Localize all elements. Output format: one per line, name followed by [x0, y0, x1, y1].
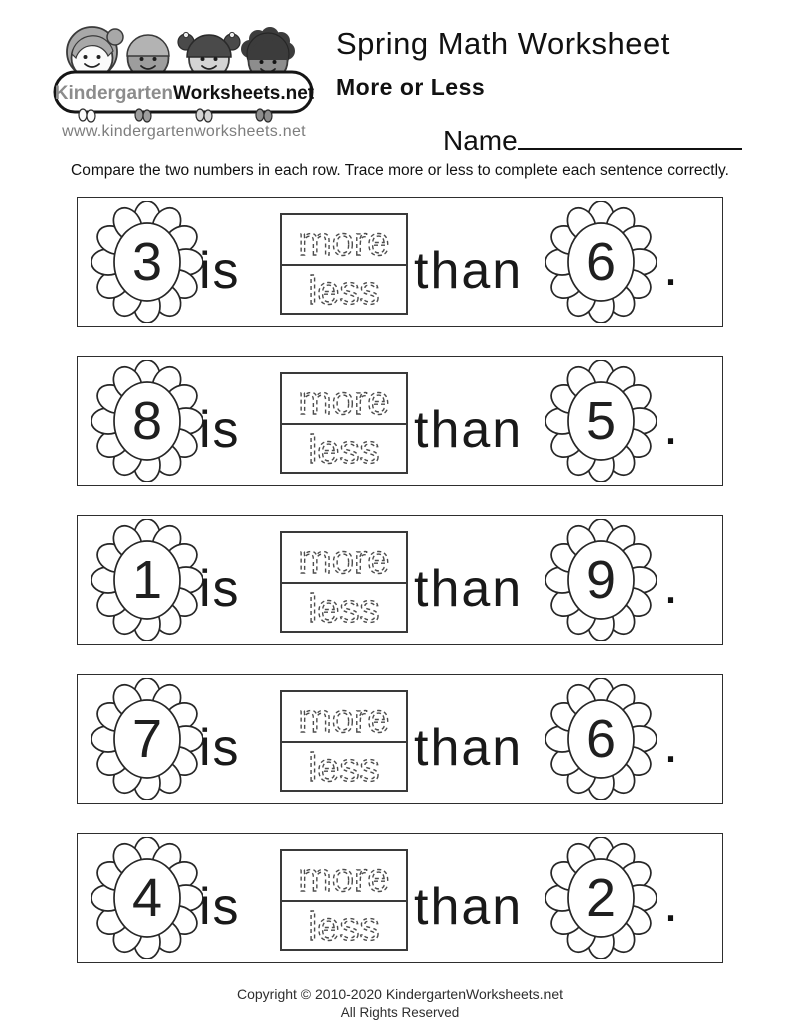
trace-more-cell[interactable]	[282, 533, 406, 582]
left-number: 3	[131, 232, 163, 292]
flower-left	[91, 837, 203, 959]
is-label: is	[199, 560, 241, 618]
page-title: Spring Math Worksheet	[336, 26, 670, 61]
trace-word-less: less	[308, 905, 380, 949]
period-label: .	[663, 714, 679, 774]
trace-word-more: more	[298, 379, 390, 421]
trace-word-more: more	[298, 538, 390, 580]
name-row	[443, 120, 742, 157]
right-number: 5	[585, 391, 617, 451]
right-number: 6	[585, 232, 617, 292]
comparison-row	[77, 674, 723, 804]
trace-word-more: more	[298, 220, 390, 262]
brand-kindergarten: Kindergarten	[54, 83, 173, 104]
trace-more-cell[interactable]	[282, 215, 406, 264]
brand-worksheets-net: Worksheets.net	[173, 83, 315, 104]
right-number: 2	[585, 868, 617, 928]
is-label: is	[199, 401, 241, 459]
flower-right	[545, 837, 657, 959]
flower-right	[545, 201, 657, 323]
flower-left	[91, 678, 203, 800]
left-number: 8	[131, 391, 163, 451]
left-number: 7	[131, 709, 163, 769]
than-label: than	[414, 560, 524, 618]
trace-less-cell[interactable]	[282, 423, 406, 474]
than-label: than	[414, 401, 524, 459]
trace-less-cell[interactable]	[282, 264, 406, 315]
name-label: Name	[443, 125, 518, 156]
period-label: .	[663, 396, 679, 456]
instructions-text: Compare the two numbers in each row. Trace more or less to complete each sentence correctly.	[71, 162, 729, 179]
comparison-row	[77, 356, 723, 486]
than-label: than	[414, 719, 524, 777]
flower-left	[91, 360, 203, 482]
flower-left	[91, 201, 203, 323]
left-number: 1	[131, 550, 163, 610]
trace-word-less: less	[308, 269, 380, 313]
trace-more-cell[interactable]	[282, 692, 406, 741]
than-label: than	[414, 878, 524, 936]
right-number: 9	[585, 550, 617, 610]
period-label: .	[663, 555, 679, 615]
trace-word-more: more	[298, 697, 390, 739]
trace-word-less: less	[308, 587, 380, 631]
trace-word-less: less	[308, 746, 380, 790]
is-label: is	[199, 242, 241, 300]
trace-box	[280, 372, 408, 474]
footer	[0, 986, 800, 1020]
trace-box	[280, 531, 408, 633]
is-label: is	[199, 878, 241, 936]
website-url: www.kindergartenworksheets.net	[62, 123, 306, 140]
period-label: .	[663, 237, 679, 297]
comparison-row	[77, 833, 723, 963]
trace-box	[280, 690, 408, 792]
page-subtitle: More or Less	[336, 74, 486, 100]
comparison-row	[77, 515, 723, 645]
flower-right	[545, 360, 657, 482]
trace-less-cell[interactable]	[282, 741, 406, 792]
trace-box	[280, 849, 408, 951]
trace-box	[280, 213, 408, 315]
rows-container	[77, 197, 723, 992]
trace-word-more: more	[298, 856, 390, 898]
right-number: 6	[585, 709, 617, 769]
trace-less-cell[interactable]	[282, 900, 406, 951]
flower-right	[545, 678, 657, 800]
flower-right	[545, 519, 657, 641]
period-label: .	[663, 873, 679, 933]
than-label: than	[414, 242, 524, 300]
flower-left	[91, 519, 203, 641]
trace-more-cell[interactable]	[282, 851, 406, 900]
rights-line: All Rights Reserved	[340, 1005, 460, 1020]
kindergarten-worksheets-logo	[50, 16, 318, 128]
trace-more-cell[interactable]	[282, 374, 406, 423]
trace-less-cell[interactable]	[282, 582, 406, 633]
copyright-line: Copyright © 2010-2020 KindergartenWorksheets.net	[236, 986, 564, 1002]
comparison-row	[77, 197, 723, 327]
name-input-line[interactable]	[518, 120, 742, 150]
is-label: is	[199, 719, 241, 777]
trace-word-less: less	[308, 428, 380, 472]
left-number: 4	[131, 868, 163, 928]
